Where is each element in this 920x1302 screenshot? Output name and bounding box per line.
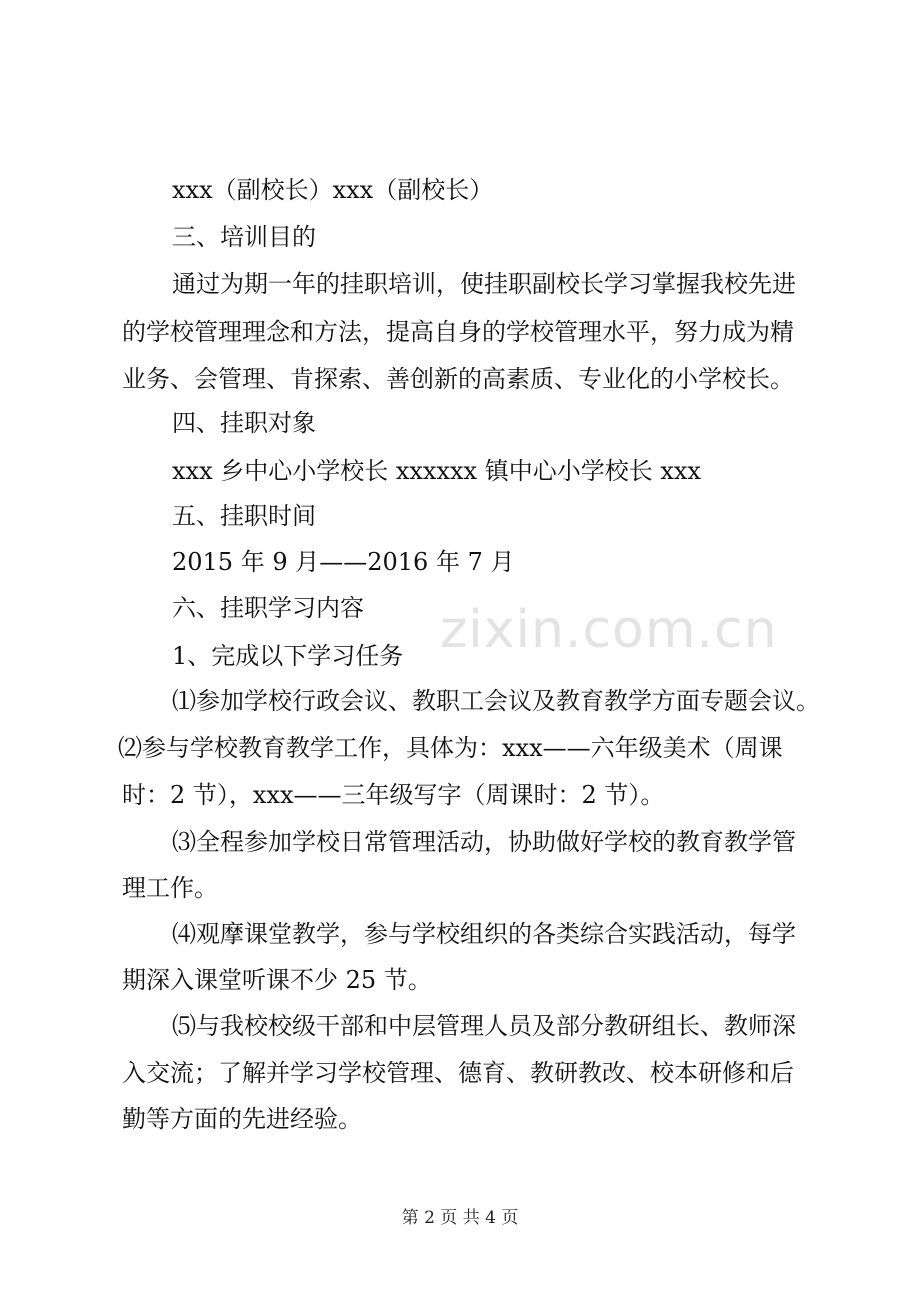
task-item-3-cont: 理工作。 [122, 874, 218, 902]
task-item-2-cont: 时：2 节），xxx——三年级写字（周课时：2 节）。 [122, 781, 665, 809]
task-item-1: ⑴参加学校行政会议、教职工会议及教育教学方面专题会议。 [172, 687, 820, 715]
heading-period: 五、挂职时间 [172, 502, 316, 530]
heading-content: 六、挂职学习内容 [172, 594, 364, 622]
task-item-5-cont: 勤等方面的先进经验。 [122, 1105, 362, 1133]
heading-participants: 四、挂职对象 [172, 409, 316, 437]
signatories-line: xxx（副校长）xxx（副校长） [172, 176, 494, 204]
heading-training-goal: 三、培训目的 [172, 223, 316, 251]
period-line: 2015 年 9 月——2016 年 7 月 [172, 548, 515, 576]
task-item-4-cont: 期深入课堂听课不少 25 节。 [122, 966, 432, 994]
paragraph-line: 通过为期一年的挂职培训，使挂职副校长学习掌握我校先进 [172, 270, 796, 298]
watermark: zixin.com.cn [440, 600, 778, 660]
participants-line: xxx 乡中心小学校长 xxxxxx 镇中心小学校长 xxx [172, 457, 701, 485]
page-footer: 第 2 页 共 4 页 [401, 1208, 519, 1228]
paragraph-line: 的学校管理理念和方法，提高自身的学校管理水平，努力成为精 [122, 318, 794, 346]
subheading-tasks: 1、完成以下学习任务 [172, 642, 404, 670]
task-item-4: ⑷观摩课堂教学，参与学校组织的各类综合实践活动，每学 [172, 920, 796, 948]
task-item-5: ⑸与我校校级干部和中层管理人员及部分教研组长、教师深 [172, 1012, 796, 1040]
paragraph-line: 业务、会管理、肯探索、善创新的高素质、专业化的小学校长。 [122, 365, 794, 393]
task-item-5-cont: 入交流；了解并学习学校管理、德育、教研教改、校本研修和后 [122, 1059, 794, 1087]
task-item-2: ⑵参与学校教育教学工作，具体为：xxx——六年级美术（周课 [118, 734, 783, 762]
task-item-3: ⑶全程参加学校日常管理活动，协助做好学校的教育教学管 [172, 828, 796, 856]
